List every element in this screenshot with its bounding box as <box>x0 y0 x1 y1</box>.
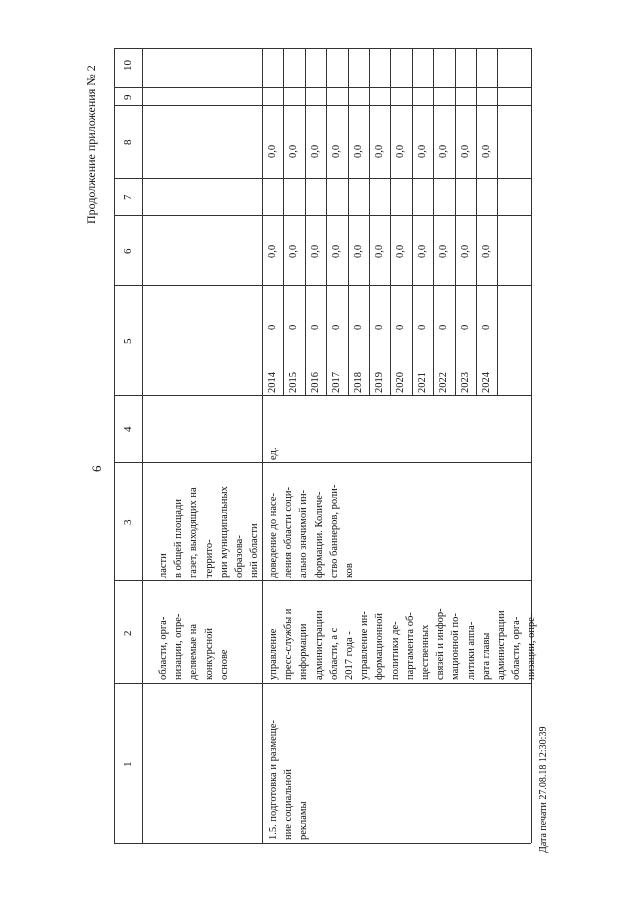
col6-value: 0,0 <box>395 244 406 258</box>
year-row-line <box>390 48 391 395</box>
row1-col2-line: деляемые на <box>188 624 200 680</box>
year-row-line <box>476 48 477 395</box>
row2-col3-line: формации. Количе- <box>313 491 325 578</box>
col8-value: 0,0 <box>395 144 406 158</box>
year-row-line <box>433 48 434 395</box>
row2-col2-line: управление <box>268 628 279 680</box>
column-divider <box>114 580 142 581</box>
col8-value: 0,0 <box>353 144 364 158</box>
year-label: 2023 <box>460 372 471 393</box>
year-label: 2016 <box>310 372 321 393</box>
row2-col2-line: администрации <box>496 610 507 680</box>
table-border-bottom <box>114 843 531 844</box>
row2-col2-line: информации <box>298 623 310 680</box>
col8-value: 0,0 <box>288 144 299 158</box>
row1-col2-line: конкурсной <box>203 627 215 680</box>
year-label: 2024 <box>481 372 492 393</box>
column-divider <box>114 683 142 684</box>
col8-value: 0,0 <box>460 144 471 158</box>
column-divider <box>142 683 531 684</box>
column-number-9: 9 <box>122 94 134 100</box>
column-divider <box>114 178 142 179</box>
row2-col2-line: мационной по- <box>450 613 462 680</box>
row1-col3-line: газет, выходящих на <box>188 487 200 578</box>
col8-value: 0,0 <box>481 144 492 158</box>
column-divider <box>114 215 142 216</box>
column-number-6: 6 <box>122 248 134 254</box>
col5-value: 0 <box>310 324 321 330</box>
column-number-7: 7 <box>122 194 134 200</box>
table-border-top <box>114 48 531 49</box>
column-number-8: 8 <box>122 139 134 145</box>
year-label: 2014 <box>267 372 278 393</box>
col6-value: 0,0 <box>438 244 449 258</box>
table-border-left <box>114 48 115 843</box>
row2-col2-line: партамента об- <box>404 612 416 680</box>
column-number-5: 5 <box>122 338 134 344</box>
row2-col3-line: ления области соци- <box>283 487 295 578</box>
col5-value: 0 <box>374 324 385 330</box>
column-number-2: 2 <box>122 630 134 636</box>
year-label: 2015 <box>288 372 299 393</box>
col6-value: 0,0 <box>288 244 299 258</box>
col5-value: 0 <box>481 324 492 330</box>
row2-col2-line: щественных <box>420 624 431 680</box>
year-label: 2021 <box>417 372 428 393</box>
col6-value: 0,0 <box>460 244 471 258</box>
row2-col2-line: пресс-службы и <box>283 608 295 680</box>
column-divider <box>114 105 142 106</box>
col6-value: 0,0 <box>331 244 342 258</box>
column-divider <box>142 215 531 216</box>
row1-col2-line: основе <box>218 649 230 680</box>
year-label: 2022 <box>438 372 449 393</box>
row2-col2-line: связей и инфор- <box>435 608 447 680</box>
row2-col2-line: управление ин- <box>359 611 371 680</box>
row1-col3-line: в общей площади <box>173 499 185 578</box>
row2-col2-line: литики аппа- <box>465 621 477 680</box>
column-divider <box>142 178 531 179</box>
column-number-4: 4 <box>122 426 134 432</box>
col5-value: 0 <box>438 324 449 330</box>
col6-value: 0,0 <box>374 244 385 258</box>
row2-col2-line: области, а с <box>328 627 340 680</box>
row1-col3-line: рии муниципальных <box>218 486 230 578</box>
col8-value: 0,0 <box>267 144 278 158</box>
row2-col2-line: области, орга- <box>511 616 523 680</box>
row1-col2-line: области, орга- <box>158 616 169 680</box>
column-number-3: 3 <box>122 519 134 525</box>
col5-value: 0 <box>353 324 364 330</box>
col6-value: 0,0 <box>481 244 492 258</box>
year-row-line <box>412 48 413 395</box>
year-row-line <box>262 48 263 395</box>
col8-value: 0,0 <box>310 144 321 158</box>
year-row-line <box>305 48 306 395</box>
col8-value: 0,0 <box>374 144 385 158</box>
appendix-continuation-note: Продолжение приложения № 2 <box>84 65 98 224</box>
col6-value: 0,0 <box>310 244 321 258</box>
column-divider <box>142 285 531 286</box>
column-divider <box>142 462 531 463</box>
column-divider <box>114 285 142 286</box>
row2-col2-line: рата главы <box>480 632 492 680</box>
column-divider <box>142 105 531 106</box>
row2-col2-line: администрации <box>313 610 325 680</box>
column-divider <box>142 395 531 396</box>
col5-value: 0 <box>395 324 406 330</box>
row2-col1-line: рекламы <box>298 801 310 840</box>
column-divider <box>114 462 142 463</box>
column-number-10: 10 <box>122 60 134 71</box>
row2-col2-line: низации, опре- <box>526 613 538 680</box>
col6-value: 0,0 <box>417 244 428 258</box>
year-row-line <box>455 48 456 395</box>
row2-col2-line: формационной <box>374 613 386 680</box>
col8-value: 0,0 <box>331 144 342 158</box>
column-divider <box>114 395 142 396</box>
year-row-line <box>326 48 327 395</box>
row2-col2-line: политики де- <box>389 621 401 680</box>
row2-unit: ед. <box>268 447 279 460</box>
year-row-line <box>283 48 284 395</box>
row2-col1-line: 1.5. подготовка и размеще- <box>268 719 279 840</box>
year-label: 2019 <box>374 372 385 393</box>
row-divider <box>262 395 263 843</box>
col8-value: 0,0 <box>438 144 449 158</box>
page-number: 6 <box>89 465 104 472</box>
year-row-line <box>348 48 349 395</box>
row2-col3-line: доведение до насе- <box>268 493 279 578</box>
column-divider <box>114 87 142 88</box>
row2-col2-line: 2017 года - <box>344 631 355 680</box>
row1-col3-line: террито- <box>203 539 215 578</box>
col5-value: 0 <box>417 324 428 330</box>
table-border-right <box>531 48 532 843</box>
col8-value: 0,0 <box>417 144 428 158</box>
row2-col3-line: ально значимой ин- <box>298 489 310 578</box>
row1-col3-line: ласти <box>158 553 169 578</box>
column-number-1: 1 <box>122 761 134 767</box>
print-date: Дата печати 27.08.18 12:30:39 <box>538 726 549 853</box>
year-row-line <box>497 48 498 395</box>
year-label: 2020 <box>395 372 406 393</box>
column-divider <box>142 87 531 88</box>
year-label: 2017 <box>331 372 342 393</box>
col5-value: 0 <box>331 324 342 330</box>
row1-col2-line: низации, опре- <box>173 613 185 680</box>
col6-value: 0,0 <box>267 244 278 258</box>
row1-col3-line: образова- <box>234 535 245 578</box>
row2-col3-line: ство баннеров, роли- <box>328 484 340 578</box>
col6-value: 0,0 <box>353 244 364 258</box>
col5-value: 0 <box>460 324 471 330</box>
header-row-divider <box>142 48 143 843</box>
year-label: 2018 <box>353 372 364 393</box>
row2-col3-line: ков <box>344 563 355 578</box>
row1-col3-line: ний области <box>249 523 261 578</box>
column-divider <box>142 580 531 581</box>
col5-value: 0 <box>267 324 278 330</box>
row2-col1-line: ние социальной <box>283 769 295 840</box>
col5-value: 0 <box>288 324 299 330</box>
year-row-line <box>369 48 370 395</box>
